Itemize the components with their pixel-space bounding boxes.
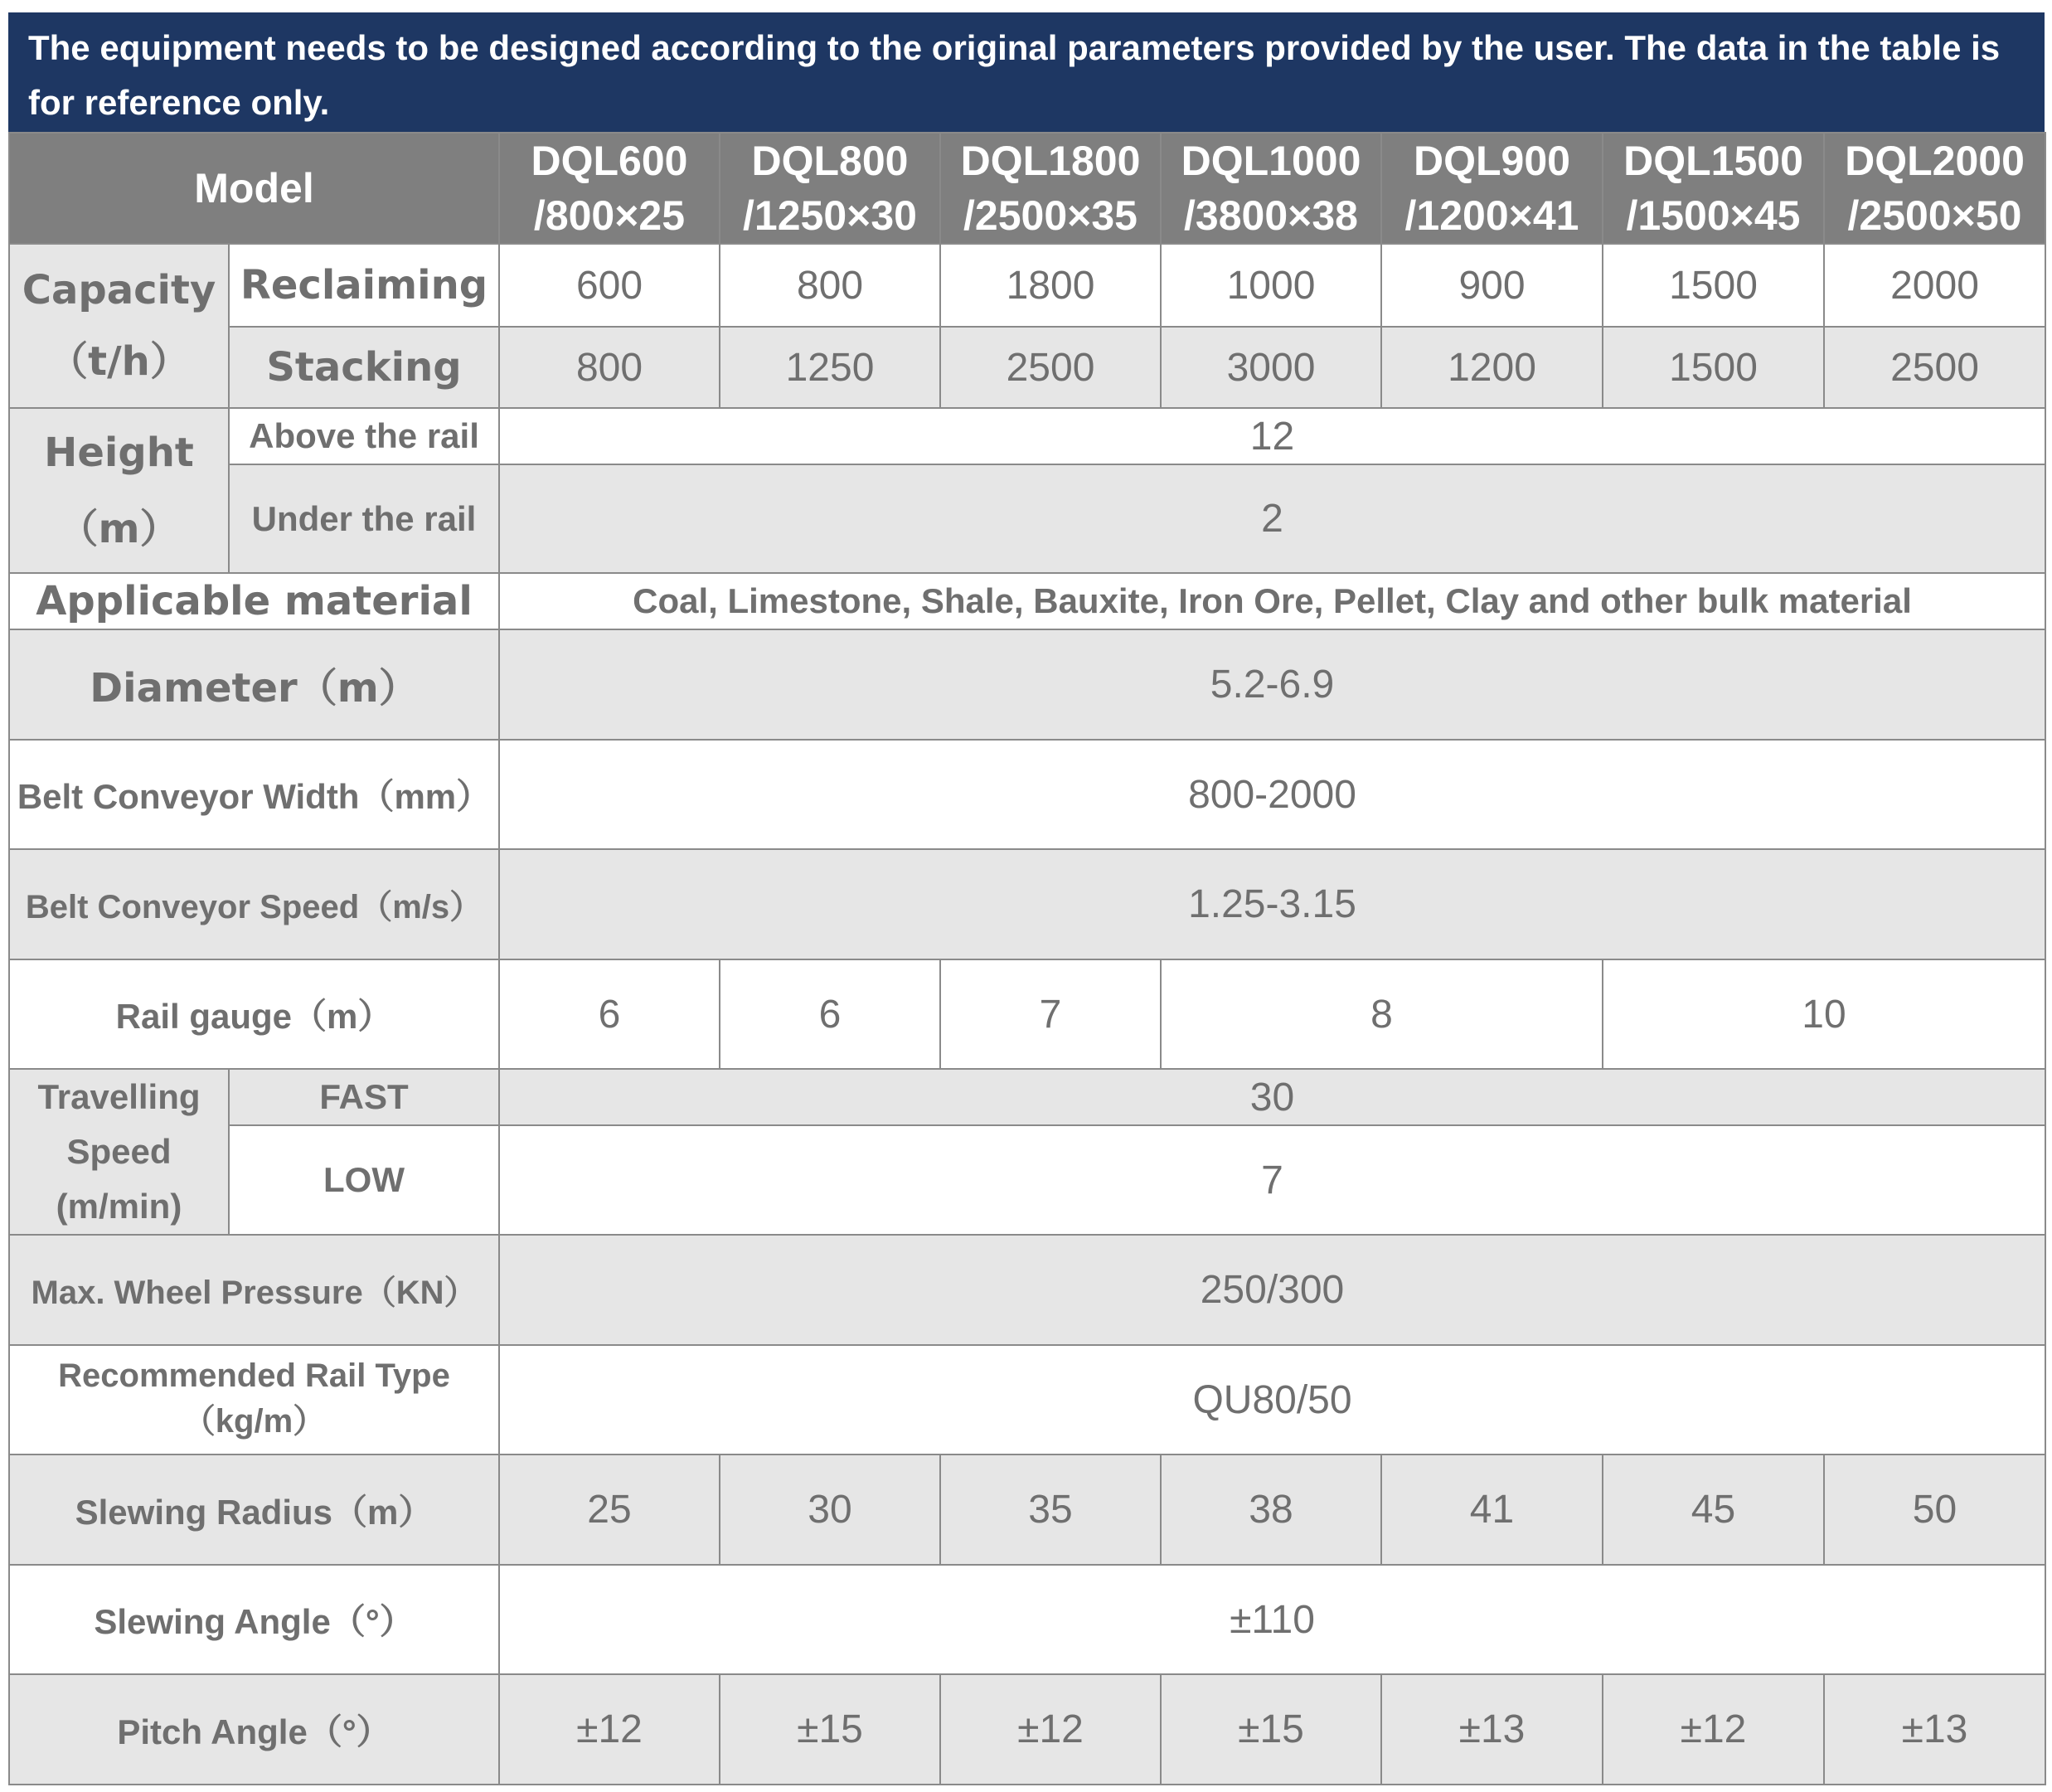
above-rail-label: Above the rail — [229, 408, 499, 464]
stacking-value: 1250 — [720, 327, 940, 408]
fast-label: FAST — [229, 1069, 499, 1125]
slewing-radius-label: Slewing Radius（m） — [9, 1454, 499, 1565]
reclaiming-value: 1000 — [1161, 244, 1381, 327]
stacking-value: 2500 — [1824, 327, 2045, 408]
travel-low-row — [9, 1125, 2045, 1235]
under-rail-value: 2 — [499, 464, 2045, 573]
slewing-angle-label: Slewing Angle（°） — [9, 1565, 499, 1674]
low-value: 7 — [499, 1125, 2045, 1235]
travelling-speed-label: Travelling Speed (m/min) — [9, 1069, 229, 1235]
low-label: LOW — [229, 1125, 499, 1235]
model-header-cell: DQL1000 /3800×38 — [1161, 133, 1381, 244]
slewing-radius-value: 38 — [1161, 1454, 1381, 1565]
reference-note-banner: The equipment needs to be designed according to the original parameters provided by the user. The data in the table is for reference only. — [8, 12, 2045, 132]
rail-gauge-row — [9, 959, 2045, 1069]
diameter-label: Diameter（m） — [9, 629, 499, 740]
pitch-angle-value: ±15 — [720, 1674, 940, 1785]
slewing-radius-value: 30 — [720, 1454, 940, 1565]
wheel-pressure-label: Max. Wheel Pressure（KN） — [9, 1235, 499, 1345]
capacity-label: Capacity （t/h） — [9, 244, 229, 408]
rail-type-value: QU80/50 — [499, 1345, 2045, 1454]
pitch-angle-value: ±12 — [499, 1674, 720, 1785]
height-under-row — [9, 464, 2045, 573]
model-label: Model — [9, 133, 499, 244]
diameter-value: 5.2-6.9 — [499, 629, 2045, 740]
travel-fast-row — [9, 1069, 2045, 1125]
rail-type-row — [9, 1345, 2045, 1454]
material-value: Coal, Limestone, Shale, Bauxite, Iron Ore, Pellet, Clay and other bulk material — [499, 573, 2045, 629]
slewing-angle-row — [9, 1565, 2045, 1674]
slewing-angle-value: ±110 — [499, 1565, 2045, 1674]
capacity-stacking-row — [9, 327, 2045, 408]
slewing-radius-row — [9, 1454, 2045, 1565]
rail-gauge-value: 7 — [940, 959, 1161, 1069]
reclaiming-value: 2000 — [1824, 244, 2045, 327]
slewing-radius-value: 41 — [1381, 1454, 1603, 1565]
height-label: Height （m） — [9, 408, 229, 573]
reclaiming-value: 1800 — [940, 244, 1161, 327]
capacity-reclaiming-row — [9, 244, 2045, 327]
slewing-radius-value: 50 — [1824, 1454, 2045, 1565]
model-header-cell: DQL600 /800×25 — [499, 133, 720, 244]
belt-speed-label: Belt Conveyor Speed（m/s） — [9, 849, 499, 959]
rail-type-label: Recommended Rail Type（kg/m） — [9, 1345, 499, 1454]
belt-speed-row — [9, 849, 2045, 959]
model-header-cell: DQL1800 /2500×35 — [940, 133, 1161, 244]
reclaiming-value: 800 — [720, 244, 940, 327]
pitch-angle-label: Pitch Angle（°） — [9, 1674, 499, 1785]
stacking-label: Stacking — [229, 327, 499, 408]
stacking-value: 1200 — [1381, 327, 1603, 408]
model-header-cell: DQL2000 /2500×50 — [1824, 133, 2045, 244]
pitch-angle-value: ±12 — [1603, 1674, 1824, 1785]
slewing-radius-value: 25 — [499, 1454, 720, 1565]
rail-gauge-value: 6 — [499, 959, 720, 1069]
specification-table — [8, 132, 2046, 1785]
pitch-angle-value: ±13 — [1381, 1674, 1603, 1785]
pitch-angle-row — [9, 1674, 2045, 1785]
belt-width-row — [9, 740, 2045, 849]
spec-sheet — [8, 12, 2045, 1785]
reclaiming-value: 900 — [1381, 244, 1603, 327]
reclaiming-label: Reclaiming — [229, 244, 499, 327]
wheel-pressure-value: 250/300 — [499, 1235, 2045, 1345]
model-header-cell: DQL1500 /1500×45 — [1603, 133, 1824, 244]
under-rail-label: Under the rail — [229, 464, 499, 573]
slewing-radius-value: 35 — [940, 1454, 1161, 1565]
stacking-value: 3000 — [1161, 327, 1381, 408]
stacking-value: 2500 — [940, 327, 1161, 408]
above-rail-value: 12 — [499, 408, 2045, 464]
stacking-value: 1500 — [1603, 327, 1824, 408]
rail-gauge-value: 6 — [720, 959, 940, 1069]
model-header-row — [9, 133, 2045, 244]
material-row — [9, 573, 2045, 629]
pitch-angle-value: ±15 — [1161, 1674, 1381, 1785]
pitch-angle-value: ±12 — [940, 1674, 1161, 1785]
slewing-radius-value: 45 — [1603, 1454, 1824, 1565]
belt-width-value: 800-2000 — [499, 740, 2045, 849]
rail-gauge-label: Rail gauge（m） — [9, 959, 499, 1069]
reclaiming-value: 1500 — [1603, 244, 1824, 327]
stacking-value: 800 — [499, 327, 720, 408]
wheel-pressure-row — [9, 1235, 2045, 1345]
reclaiming-value: 600 — [499, 244, 720, 327]
rail-gauge-value: 8 — [1161, 959, 1603, 1069]
material-label: Applicable material — [9, 573, 499, 629]
rail-gauge-value: 10 — [1603, 959, 2045, 1069]
belt-width-label: Belt Conveyor Width（mm） — [9, 740, 499, 849]
diameter-row — [9, 629, 2045, 740]
pitch-angle-value: ±13 — [1824, 1674, 2045, 1785]
model-header-cell: DQL900 /1200×41 — [1381, 133, 1603, 244]
model-header-cell: DQL800 /1250×30 — [720, 133, 940, 244]
height-above-row — [9, 408, 2045, 464]
belt-speed-value: 1.25-3.15 — [499, 849, 2045, 959]
fast-value: 30 — [499, 1069, 2045, 1125]
